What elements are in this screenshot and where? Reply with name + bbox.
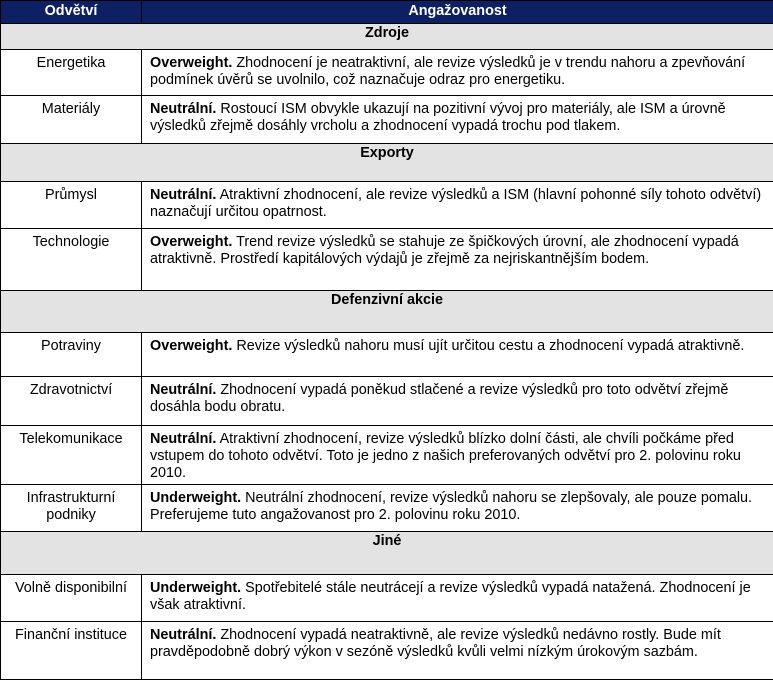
rating-label: Neutrální. [150, 382, 217, 398]
header-sector: Odvětví [1, 1, 142, 24]
rating-label: Neutrální. [150, 627, 217, 643]
table-row [1, 622, 773, 680]
rating-label: Overweight. [150, 55, 233, 71]
description-cell [142, 96, 773, 144]
description-text: Spotřebitelé stále neutrácejí a revize výsledků vypadá natažená. Zhodnocení je však atraktivní. [150, 580, 751, 613]
section-row [1, 532, 773, 575]
table-row [1, 426, 773, 485]
table-row [1, 485, 773, 532]
section-title: Zdroje [1, 24, 773, 50]
section-title: Defenzivní akcie [1, 291, 773, 333]
sector-cell: Volně disponibilní [1, 575, 142, 622]
table-row [1, 182, 773, 229]
description-text: Trend revize výsledků se stahuje ze špičkových úrovní, ale zhodnocení vypadá atraktivně. Prostředí kapitálových výdajů je zřejmě za nejriskantnějším bodem. [150, 234, 739, 267]
table-row [1, 377, 773, 426]
section-title: Jiné [1, 532, 773, 575]
table-header-row [1, 1, 773, 24]
description-cell [142, 182, 773, 229]
description-text: Neutrální zhodnocení, revize výsledků nahoru se zlepšovaly, ale pouze pomalu. Preferujeme tuto angažovanost pro 2. polovinu roku 2010. [150, 490, 753, 523]
table-row [1, 50, 773, 96]
description-text: Rostoucí ISM obvykle ukazují na pozitivní vývoj pro materiály, ale ISM a úrovně výsledků zřejmě dosáhly vrcholu a zhodnocení vypadá trochu pod tlakem. [150, 101, 726, 134]
header-engagement: Angažovanost [142, 1, 773, 24]
table-row [1, 229, 773, 291]
rating-label: Overweight. [150, 234, 233, 250]
sector-cell: Finanční instituce [1, 622, 142, 680]
description-cell [142, 575, 773, 622]
sector-cell: Infrastrukturní podniky [1, 485, 142, 532]
sector-cell: Průmysl [1, 182, 142, 229]
sector-cell: Telekomunikace [1, 426, 142, 485]
section-title: Exporty [1, 144, 773, 182]
description-cell [142, 622, 773, 680]
rating-label: Neutrální. [150, 431, 217, 447]
rating-label: Underweight. [150, 580, 242, 596]
rating-label: Overweight. [150, 338, 233, 354]
description-text: Atraktivní zhodnocení, ale revize výsledků a ISM (hlavní pohonné síly tohoto odvětví) naznačují určitou opatrnost. [150, 187, 762, 220]
description-cell [142, 485, 773, 532]
sector-cell: Energetika [1, 50, 142, 96]
rating-label: Neutrální. [150, 101, 217, 117]
description-cell [142, 333, 773, 377]
sector-cell: Materiály [1, 96, 142, 144]
description-cell [142, 50, 773, 96]
section-row [1, 291, 773, 333]
description-cell [142, 377, 773, 426]
rating-label: Neutrální. [150, 187, 217, 203]
table-row [1, 96, 773, 144]
description-text: Atraktivní zhodnocení, revize výsledků blízko dolní části, ale chvíli počkáme před vstupem do tohoto odvětví. Toto je jedno z našich preferovaných odvětví pro 2. polovinu roku 2010. [150, 431, 741, 481]
table-row [1, 575, 773, 622]
description-cell [142, 426, 773, 485]
table-row [1, 333, 773, 377]
sector-cell: Zdravotnictví [1, 377, 142, 426]
section-row [1, 144, 773, 182]
description-text: Zhodnocení je neatraktivní, ale revize výsledků je v trendu nahoru a zpevňování podmínek úvěrů se uvolnilo, což naznačuje odraz pro energetiku. [150, 55, 746, 88]
rating-label: Underweight. [150, 490, 242, 506]
sector-cell: Potraviny [1, 333, 142, 377]
sector-cell: Technologie [1, 229, 142, 291]
description-text: Zhodnocení vypadá neatraktivně, ale revize výsledků nedávno rostly. Bude mít pravděpodobně dobrý výkon v sezóně výsledků kvůli velmi nízkým úrokovým sazbám. [150, 627, 721, 660]
description-cell [142, 229, 773, 291]
section-row [1, 24, 773, 50]
description-text: Revize výsledků nahoru musí ujít určitou cestu a zhodnocení vypadá atraktivně. [232, 338, 745, 354]
description-text: Zhodnocení vypadá poněkud stlačené a revize výsledků pro toto odvětví zřejmě dosáhla bodu obratu. [150, 382, 729, 415]
